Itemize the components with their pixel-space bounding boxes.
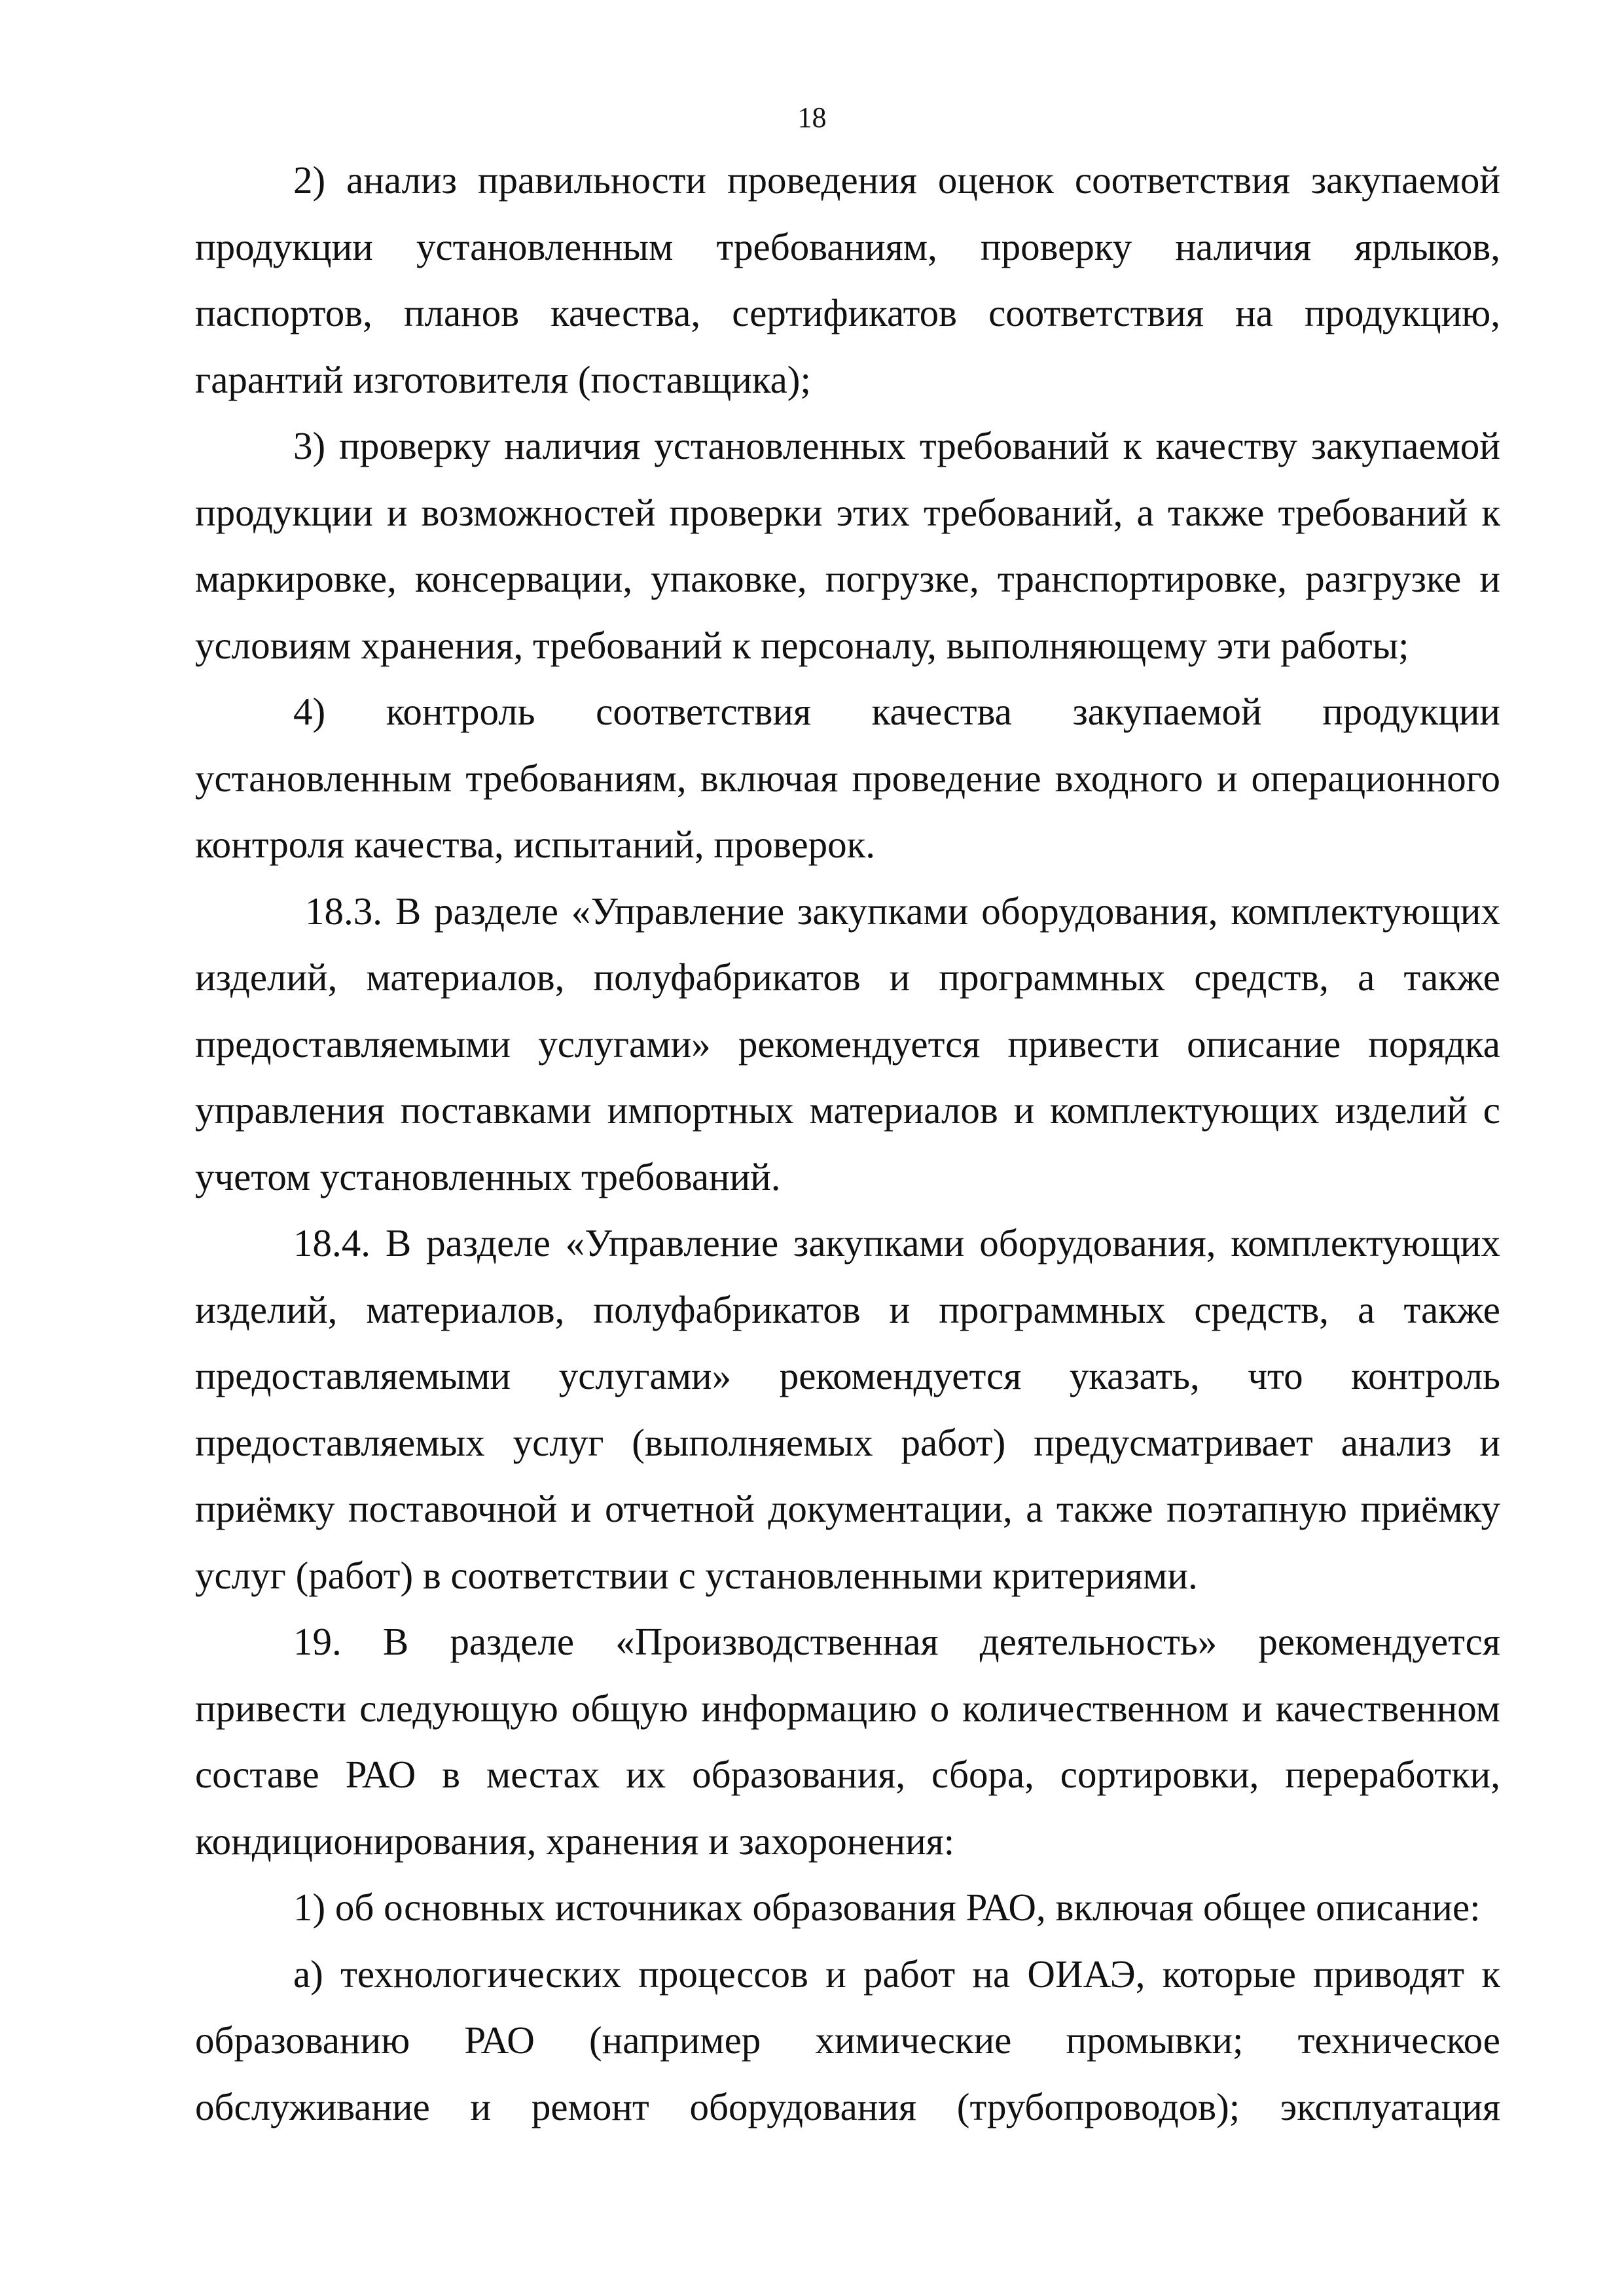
paragraph-section-18-4: 18.4. В разделе «Управление закупками оборудования, комплектующих изделий, материалов, полуфабрикатов и программных средств, а также предоставляемыми услугами» рекомендуется указать, что контроль предоставляемых услуг (выполняемых работ) предусматривает анализ и приёмку поставочной и отчетной документации, а также поэтапную приёмку услуг (работ) в соответствии с установленными критериями. — [195, 1221, 1500, 1597]
paragraph-item-4-quality-control: 4) контроль соответствия качества закупаемой продукции установленным требованиям, включая проведение входного и операционного контроля качества, испытаний, проверок. — [195, 690, 1500, 866]
paragraph-section-19: 19. В разделе «Производственная деятельность» рекомендуется привести следующую общую информацию о количественном и качественном составе РАО в местах их образования, сбора, сортировки, переработки, кондиционирования, хранения и захоронения: — [195, 1620, 1500, 1863]
document-body — [195, 147, 1500, 2140]
paragraph-item-3-requirements-check: 3) проверку наличия установленных требований к качеству закупаемой продукции и возможностей проверки этих требований, а также требований к маркировке, консервации, упаковке, погрузке, транспортировке, разгрузке и условиям хранения, требований к персоналу, выполняющему эти работы; — [195, 424, 1500, 667]
paragraph-item-1-sources: 1) об основных источниках образования РАО, включая общее описание: — [293, 1886, 1481, 1929]
page-number: 18 — [797, 101, 827, 134]
paragraph-item-2-analysis: 2) анализ правильности проведения оценок соответствия закупаемой продукции установленным требованиям, проверку наличия ярлыков, паспортов, планов качества, сертификатов соответствия на продукцию, гарантий изготовителя (поставщика); — [195, 158, 1500, 401]
paragraph-item-a-processes: а) технологических процессов и работ на ОИАЭ, которые приводят к образованию РАО (например химические промывки; техническое обслуживание и ремонт оборудования (трубопроводов); эксплуатация — [195, 1952, 1500, 2128]
paragraph-section-18-3: 18.3. В разделе «Управление закупками оборудования, комплектующих изделий, материалов, полуфабрикатов и программных средств, а также предоставляемыми услугами» рекомендуется привести описание порядка управления поставками импортных материалов и комплектующих изделий с учетом установленных требований. — [195, 889, 1500, 1198]
